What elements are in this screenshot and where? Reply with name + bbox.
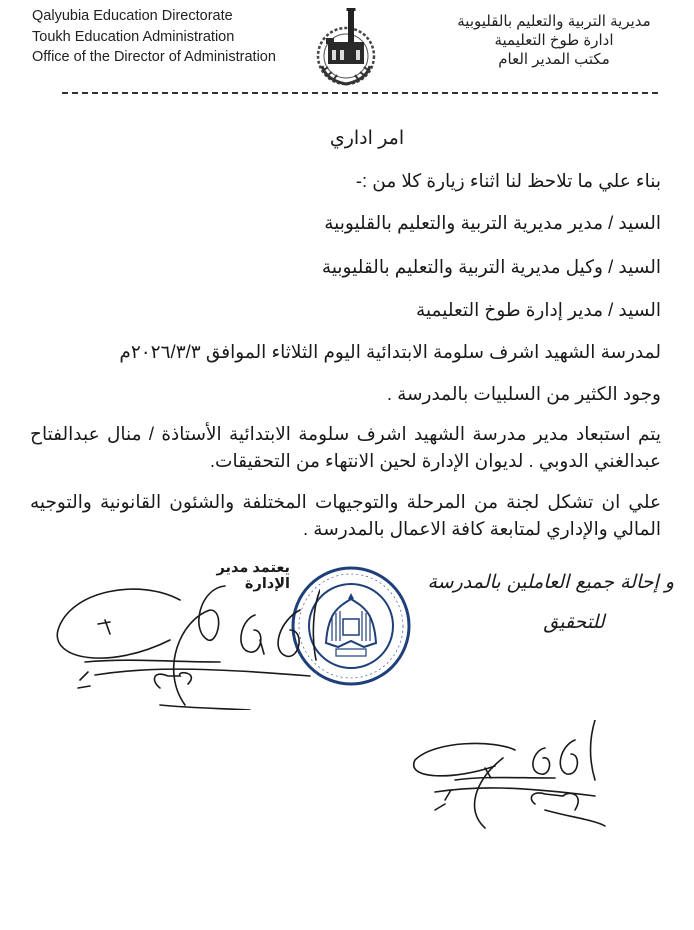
letterhead-ar-administration: ادارة طوخ التعليمية <box>494 32 614 49</box>
visitor-line-admin-director: السيد / مدير إدارة طوخ التعليمية <box>416 299 661 320</box>
approval-label: يعتمد مدير الإدارة <box>216 560 290 592</box>
letterhead-ar-office: مكتب المدير العام <box>498 51 610 68</box>
english-letterhead <box>32 6 276 68</box>
intro-line: بناء علي ما تلاحظ لنا اثناء زيارة كلا من :- <box>355 170 661 191</box>
header-divider <box>62 92 658 94</box>
handwritten-note-line1: و إحالة جميع العاملين بالمدرسة <box>427 571 674 593</box>
director-signature <box>50 580 320 710</box>
handwritten-referral-note <box>414 562 674 642</box>
directorate-emblem-icon <box>312 4 380 90</box>
letterhead-line-administration: Toukh Education Administration <box>32 28 235 45</box>
decision-exclusion-paragraph: يتم استبعاد مدير مدرسة الشهيد اشرف سلومة الابتدائية الأستاذة / منال عبدالفتاح عبدالغني الدوبي . لديوان الإدارة لحين الانتهاء من التحقيقات. <box>30 423 661 471</box>
official-signature <box>395 720 625 830</box>
letterhead-ar-directorate: مديرية التربية والتعليم بالقليوبية <box>457 13 651 30</box>
document-title: امر اداري <box>329 128 405 149</box>
findings-line: وجود الكثير من السلبيات بالمدرسة . <box>386 383 661 404</box>
handwritten-note-line2: للتحقيق <box>543 611 605 633</box>
visitor-line-director: السيد / مدير مديرية التربية والتعليم بالقليوبية <box>324 212 661 233</box>
visit-date-line: لمدرسة الشهيد اشرف سلومة الابتدائية اليوم الثلاثاء الموافق ٢٠٢٦/٣/٣م <box>119 341 661 362</box>
decision-committee-paragraph: علي ان تشكل لجنة من المرحلة والتوجيهات المختلفة والشئون القانونية والتوجيه المالي والإداري لمتابعة كافة الاعمال بالمدرسة . <box>30 491 661 539</box>
letterhead-line-directorate: Qalyubia Education Directorate <box>32 8 233 24</box>
visitor-line-deputy: السيد / وكيل مديرية التربية والتعليم بالقليوبية <box>321 256 661 277</box>
arabic-letterhead <box>454 12 654 69</box>
letterhead-line-office: Office of the Director of Administration <box>32 49 276 65</box>
